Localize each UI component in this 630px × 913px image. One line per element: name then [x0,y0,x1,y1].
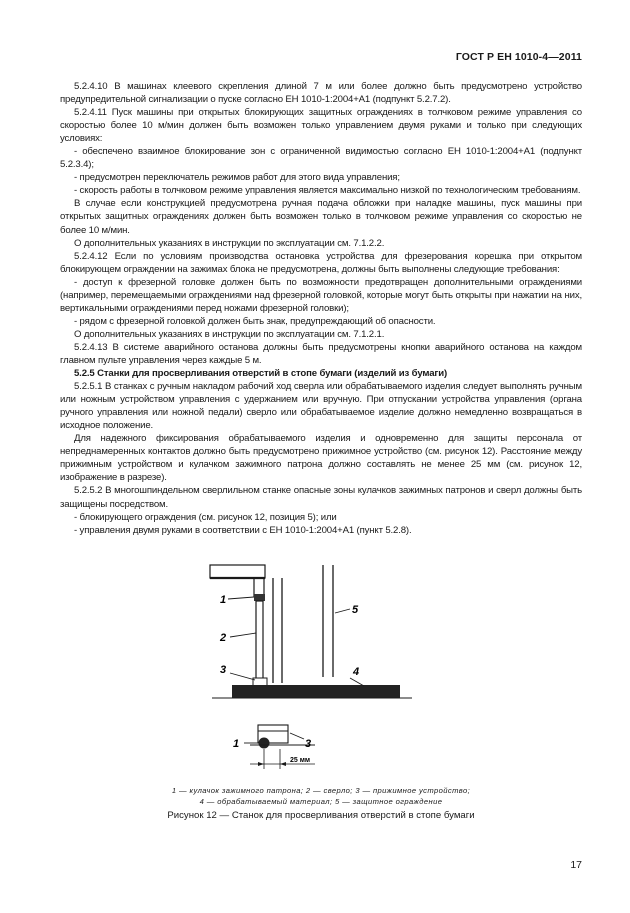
leader-4 [350,678,364,686]
chuck-body [254,578,264,596]
page-number: 17 [570,859,582,871]
drill-bit [256,601,263,683]
paragraph-5-2-5-1: 5.2.5.1 В станках с ручным накладом рабочий ход сверла или обрабатываемого изделия следует выполнять ручным или ножным устройством управления с удержанием или вручную. При отпускании устройства управления (органа ручного управления или ножной педали) сверло или обрабатываемое изделие должно немедленно возвращаться в исходное положение. [60,381,582,432]
list-item: - скорость работы в толчковом режиме управления является максимально низкой по технологическим требованиям. [74,185,581,197]
label-4: 4 [353,666,360,678]
paragraph-5-2-4-13: 5.2.4.13 В системе аварийного останова должны быть предусмотрены кнопки аварийного останова на каждом главном пульте управления через каждые 5 м. [60,341,582,366]
list-item: - обеспечено взаимное блокирование зон с ограниченной видимостью согласно ЕН 1010-1:2004+А1 (подпункт 5.2.3.4); [60,146,582,171]
figure-legend-line-2: 4 — обрабатываемый материал; 5 — защитное ограждение [199,797,443,806]
paragraph-5-2-4-11: 5.2.4.11 Пуск машины при открытых блокирующих защитных ограждениях в толчковом режиме управления со скоростью более 10 м/мин должен быть возможен только управлением двумя руками и только при следующих условиях: [60,107,582,145]
paragraph-5-2-5-2: 5.2.5.2 В многошпиндельном сверлильном станке опасные зоны кулачков зажимных патронов и сверл должны быть защищены посредством. [60,485,582,510]
figure-12-drawing [150,565,490,775]
dimension-arrow-right [280,762,286,766]
leader-2 [230,633,256,637]
dimension-label: 25 мм [290,757,311,764]
section-heading-5-2-5: 5.2.5 Станки для просверливания отверстий в стопе бумаги (изделий из бумаги) [74,368,448,380]
paragraph: О дополнительных указаниях в инструкции по эксплуатации см. 7.1.2.2. [74,237,385,249]
label-3: 3 [220,664,227,676]
paragraph: Для надежного фиксирования обрабатываемого изделия и одновременно для защиты персонала от непреднамеренных контактов должно быть предусмотрено прижимное устройство (см. рисунок 12). Расстояние между прижимным устройством и кулачком зажимного патрона должно составлять не менее 25 мм (см. рисунок 12, изображение в разрезе). [60,433,582,484]
list-item: - рядом с фрезерной головкой должен быть знак, предупреждающий об опасности. [74,315,436,327]
paragraph: О дополнительных указаниях в инструкции по эксплуатации см. 7.1.2.1. [74,328,385,340]
dimension-arrow-left [258,762,264,766]
label-5: 5 [352,604,359,616]
figure-legend-line-1: 1 — кулачок зажимного патрона; 2 — сверло; 3 — прижимное устройство; [171,786,471,795]
list-item: - блокирующего ограждения (см. рисунок 12, позиция 5); или [74,511,337,523]
leader-5 [335,609,350,613]
list-item: - доступ к фрезерной головке должен быть по возможности предотвращен дополнительными ограждениями (например, перемещаемыми ограждениями над фрезерной головкой, которые могут быть открыты при нажатии на них, вертикальными ограждениями перед ножами фрезерной головки); [60,276,582,314]
label-1: 1 [220,594,227,606]
list-item: - предусмотрен переключатель режимов работ для этого вида управления; [74,172,400,184]
machine-head [210,565,265,578]
paragraph-5-2-4-10: 5.2.4.10 В машинах клеевого скрепления длиной 7 м или более должно быть предусмотрено устройство предупредительной сигнализации о пуске согласно ЕН 1010-1:2004+А1 (подпункт 5.2.7.2). [60,81,582,106]
chuck-jaw-shape [254,594,265,601]
paragraph-5-2-4-12: 5.2.4.12 Если по условиям производства остановка устройства для фрезерования корешка при открытом блокирующем ограждении на зажимах блока не предусмотрена, должны быть выполнены следующие требования: [60,250,582,275]
workpiece-stack [232,685,400,698]
section-label-3: 3 [305,738,312,750]
section-label-1: 1 [233,738,240,750]
leader-1 [228,597,254,599]
label-2: 2 [220,632,227,644]
press-pad [253,678,267,686]
section-jaw-circle [259,738,270,749]
list-item: - управления двумя руками в соответствии с ЕН 1010-1:2004+А1 (пункт 5.2.8). [74,524,412,536]
paragraph: В случае если конструкцией предусмотрена ручная подача обложки при наладке машины, пуск машины при открытых защитных ограждениях должен быть возможен только в толчковом режиме управления со скоростью не более 10 м/мин. [60,198,582,236]
standard-header: ГОСТ Р ЕН 1010-4—2011 [455,51,582,63]
figure-caption: Рисунок 12 — Станок для просверливания отверстий в стопе бумаги [167,810,475,821]
leader-3 [230,673,255,680]
drill-machine-diagram [150,565,490,775]
section-leader-3 [290,733,304,739]
body-text [60,80,582,537]
